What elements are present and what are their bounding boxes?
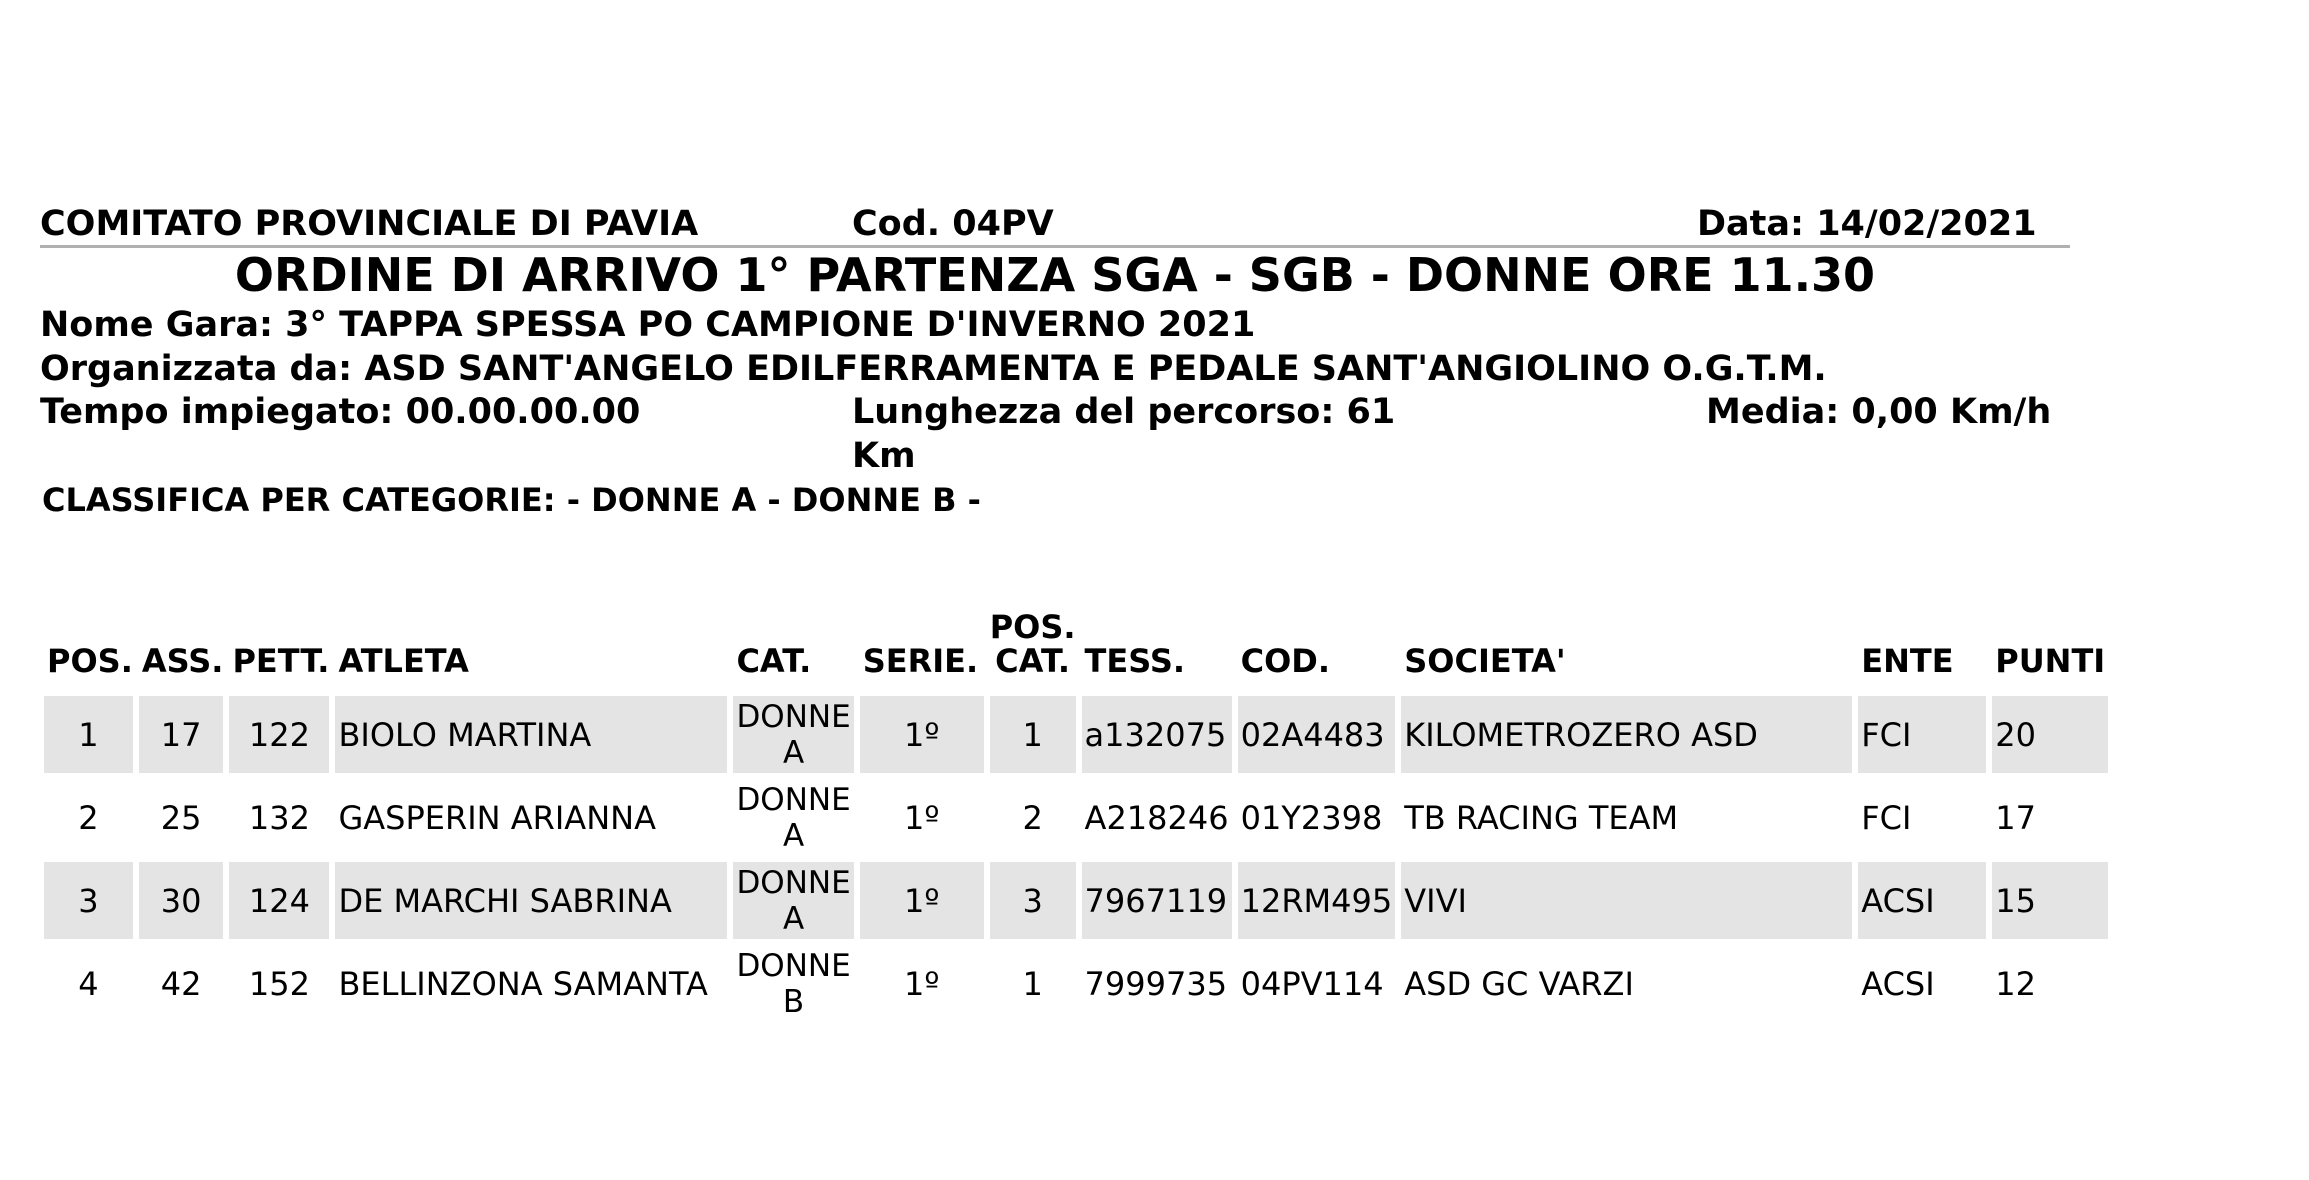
cell-cod: 12RM495 bbox=[1238, 856, 1396, 939]
race-code: Cod. 04PV bbox=[852, 204, 1054, 244]
cell-ass: 25 bbox=[139, 773, 224, 856]
col-header-pett: PETT. bbox=[232, 642, 330, 680]
results-table bbox=[38, 592, 2114, 1022]
table-header-row bbox=[44, 592, 2108, 690]
cell-tess: 7999735 bbox=[1082, 939, 1232, 1022]
cell-cat-line1: DONNE bbox=[736, 864, 851, 901]
col-header-punti: PUNTI bbox=[1995, 642, 2106, 680]
cell-societa: VIVI bbox=[1401, 856, 1852, 939]
document-title: ORDINE DI ARRIVO 1° PARTENZA SGA - SGB - DONNE ORE 11.30 bbox=[234, 248, 1876, 302]
col-header-ente: ENTE bbox=[1861, 642, 1954, 680]
average-speed: Media: 0,00 Km/h bbox=[1706, 392, 2052, 432]
cell-tess: A218246 bbox=[1082, 773, 1232, 856]
cell-ass: 30 bbox=[139, 856, 224, 939]
cell-cat-line2: B bbox=[782, 983, 805, 1020]
cell-ente: FCI bbox=[1858, 773, 1986, 856]
cell-pos-cat: 3 bbox=[990, 856, 1076, 939]
cell-pett: 122 bbox=[229, 690, 329, 773]
cell-serie: 1º bbox=[860, 690, 984, 773]
cell-cod: 04PV114 bbox=[1238, 939, 1396, 1022]
cell-ente: FCI bbox=[1858, 690, 1986, 773]
organizer: Organizzata da: ASD SANT'ANGELO EDILFERRAMENTA E PEDALE SANT'ANGIOLINO O.G.T.M. bbox=[40, 349, 1827, 389]
cell-cod: 02A4483 bbox=[1238, 690, 1396, 773]
cell-pos: 4 bbox=[44, 939, 133, 1022]
cell-pett: 132 bbox=[229, 773, 329, 856]
table-row bbox=[44, 690, 2108, 773]
cell-serie: 1º bbox=[860, 773, 984, 856]
race-name: Nome Gara: 3° TAPPA SPESSA PO CAMPIONE D'INVERNO 2021 bbox=[40, 305, 1256, 345]
cell-punti: 17 bbox=[1992, 773, 2108, 856]
cell-pett: 152 bbox=[229, 939, 329, 1022]
cell-cat-line1: DONNE bbox=[736, 781, 851, 818]
col-header-pos-cat bbox=[990, 592, 1076, 690]
cell-societa: KILOMETROZERO ASD bbox=[1401, 690, 1852, 773]
cell-pos-cat: 1 bbox=[990, 939, 1076, 1022]
cell-ass: 17 bbox=[139, 690, 224, 773]
col-header-ass: ASS. bbox=[141, 642, 224, 680]
cell-pos-cat: 1 bbox=[990, 690, 1076, 773]
cell-ass: 42 bbox=[139, 939, 224, 1022]
cell-cat bbox=[733, 939, 853, 1022]
cell-punti: 12 bbox=[1992, 939, 2108, 1022]
table-row bbox=[44, 773, 2108, 856]
classification-categories: CLASSIFICA PER CATEGORIE: - DONNE A - DONNE B - bbox=[42, 481, 981, 519]
cell-serie: 1º bbox=[860, 939, 984, 1022]
cell-cat bbox=[733, 690, 853, 773]
table-row bbox=[44, 856, 2108, 939]
col-header-cat: CAT. bbox=[736, 642, 812, 680]
cell-serie: 1º bbox=[860, 856, 984, 939]
cell-cat-line2: A bbox=[782, 734, 805, 771]
cell-cat-line1: DONNE bbox=[736, 698, 851, 735]
cell-cat bbox=[733, 856, 853, 939]
cell-cat-line1: DONNE bbox=[736, 947, 851, 984]
table-row bbox=[44, 939, 2108, 1022]
cell-punti: 20 bbox=[1992, 690, 2108, 773]
cell-societa: ASD GC VARZI bbox=[1401, 939, 1852, 1022]
cell-pos-cat: 2 bbox=[990, 773, 1076, 856]
col-header-tess: TESS. bbox=[1084, 642, 1186, 680]
col-header-societa: SOCIETA' bbox=[1404, 642, 1566, 680]
col-header-pos-cat-line1: POS. bbox=[989, 608, 1076, 646]
cell-cat bbox=[733, 773, 853, 856]
course-length-unit: Km bbox=[852, 436, 916, 476]
col-header-cod: COD. bbox=[1240, 642, 1330, 680]
cell-atleta: BIOLO MARTINA bbox=[335, 690, 727, 773]
cell-atleta: BELLINZONA SAMANTA bbox=[335, 939, 727, 1022]
cell-pos: 3 bbox=[44, 856, 133, 939]
cell-tess: 7967119 bbox=[1082, 856, 1232, 939]
cell-cat-line2: A bbox=[782, 900, 805, 937]
committee-name: COMITATO PROVINCIALE DI PAVIA bbox=[40, 204, 699, 244]
col-header-pos-cat-line2: CAT. bbox=[995, 642, 1071, 680]
cell-pos: 1 bbox=[44, 690, 133, 773]
cell-punti: 15 bbox=[1992, 856, 2108, 939]
cell-ente: ACSI bbox=[1858, 856, 1986, 939]
course-length: Lunghezza del percorso: 61 bbox=[852, 392, 1396, 432]
cell-cod: 01Y2398 bbox=[1238, 773, 1396, 856]
col-header-serie: SERIE. bbox=[862, 642, 979, 680]
cell-ente: ACSI bbox=[1858, 939, 1986, 1022]
race-date: Data: 14/02/2021 bbox=[1697, 204, 2037, 244]
cell-pett: 124 bbox=[229, 856, 329, 939]
col-header-pos: POS. bbox=[47, 642, 133, 680]
time-used: Tempo impiegato: 00.00.00.00 bbox=[40, 392, 641, 432]
cell-cat-line2: A bbox=[782, 817, 805, 854]
cell-atleta: DE MARCHI SABRINA bbox=[335, 856, 727, 939]
cell-atleta: GASPERIN ARIANNA bbox=[335, 773, 727, 856]
cell-pos: 2 bbox=[44, 773, 133, 856]
col-header-atleta: ATLETA bbox=[338, 642, 469, 680]
cell-societa: TB RACING TEAM bbox=[1401, 773, 1852, 856]
cell-tess: a132075 bbox=[1082, 690, 1232, 773]
